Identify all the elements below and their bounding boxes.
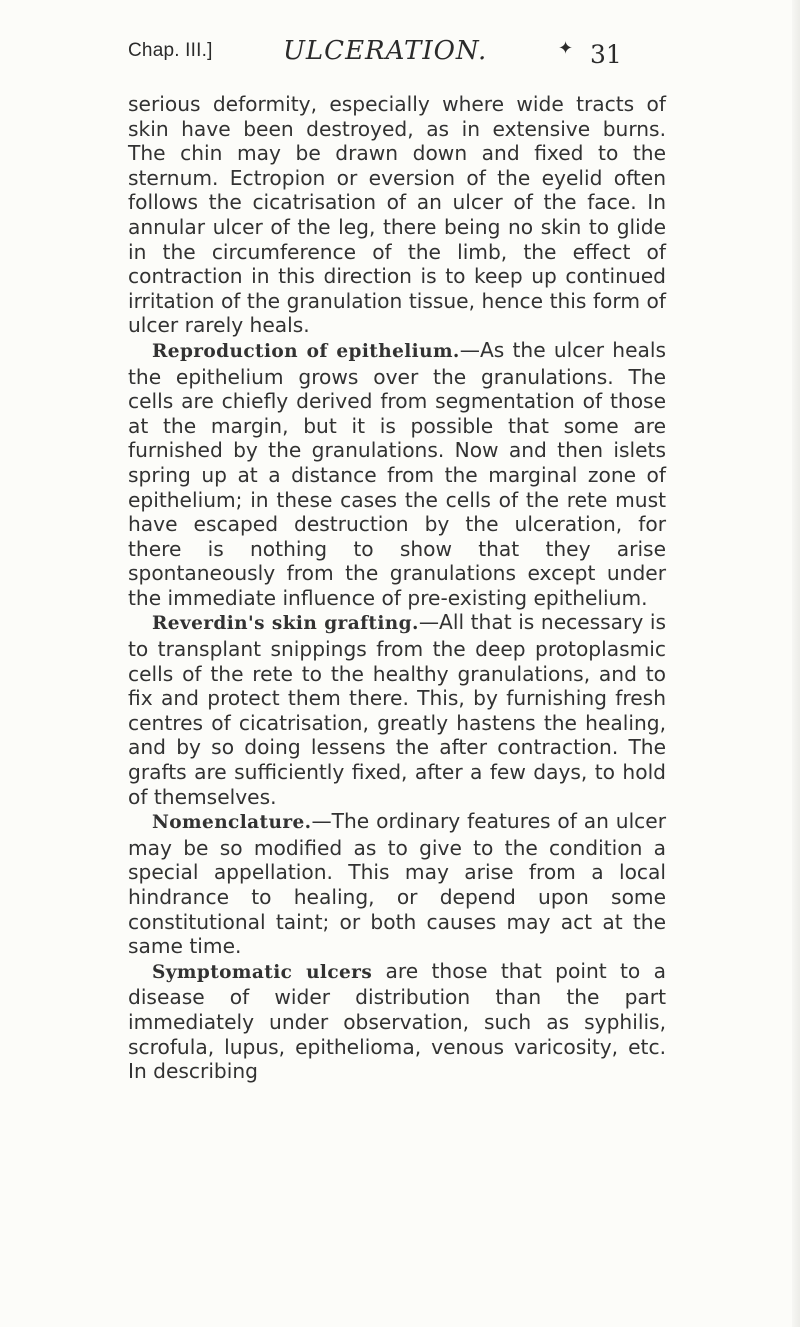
paragraph-symptomatic-ulcers-text: are those that point to a disease of wider distribution than the part immediately under observation, such as syphilis, scrofula, lupus, epithelioma, venous varicosity, etc. In describing [128, 958, 666, 1084]
paragraph-nomenclature [128, 809, 666, 959]
section-heading-epithelium: Reproduction of epithelium. [152, 340, 460, 362]
running-title: ULCERATION. [283, 36, 488, 66]
chapter-label: Chap. III.] [128, 40, 213, 61]
section-heading-symptomatic-ulcers: Symptomatic ulcers [152, 961, 373, 983]
page-header [128, 36, 668, 76]
paragraph-nomenclature-text: —The ordinary features of an ulcer may be so modified as to give to the condition a special appellation. This may arise from a local hindrance to healing, or depend upon some constitutional taint; or both causes may act at the same time. [128, 809, 666, 959]
page-number: 31 [590, 40, 622, 69]
paragraph-epithelium [128, 338, 666, 611]
paragraph-skin-grafting [128, 610, 666, 809]
paragraph-skin-grafting-text: —All that is necessary is to transplant snippings from the deep protoplasmic cells of the rete to the healthy granulations, and to fix and protect them there. This, by furnishing fresh centres of cicatrisation, greatly hastens the healing, and by so doing lessens the after contraction. The grafts are sufficiently fixed, after a few days, to hold of themselves. [128, 610, 666, 809]
paragraph-deformity: serious deformity, especially where wide tracts of skin have been destroyed, as in extensive burns. The chin may be drawn down and fixed to the sternum. Ectropion or eversion of the eyelid often follows the cicatrisation of an ulcer of the face. In annular ulcer of the leg, there being no skin to glide in the circumference of the limb, the effect of contraction in this direction is to keep up continued irritation of the granulation tissue, hence this form of ulcer rarely heals. [128, 92, 666, 338]
paragraph-epithelium-text: —As the ulcer heals the epithelium grows over the granulations. The cells are chiefly derived from segmentation of those at the margin, but it is possible that some are furnished by the granulations. Now and then islets spring up at a distance from the marginal zone of epithelium; in these cases the cells of the rete must have escaped destruction by the ulceration, for there is nothing to show that they arise spontaneously from the granulations except under the immediate influence of pre-existing epithelium. [128, 337, 666, 610]
section-heading-skin-grafting: Reverdin's skin grafting. [152, 613, 419, 635]
section-heading-nomenclature: Nomenclature. [152, 812, 312, 834]
printer-mark-icon: ✦ [558, 38, 574, 59]
page-edge-shadow [792, 0, 800, 1327]
body-text [128, 92, 666, 1084]
paragraph-symptomatic-ulcers [128, 959, 666, 1084]
